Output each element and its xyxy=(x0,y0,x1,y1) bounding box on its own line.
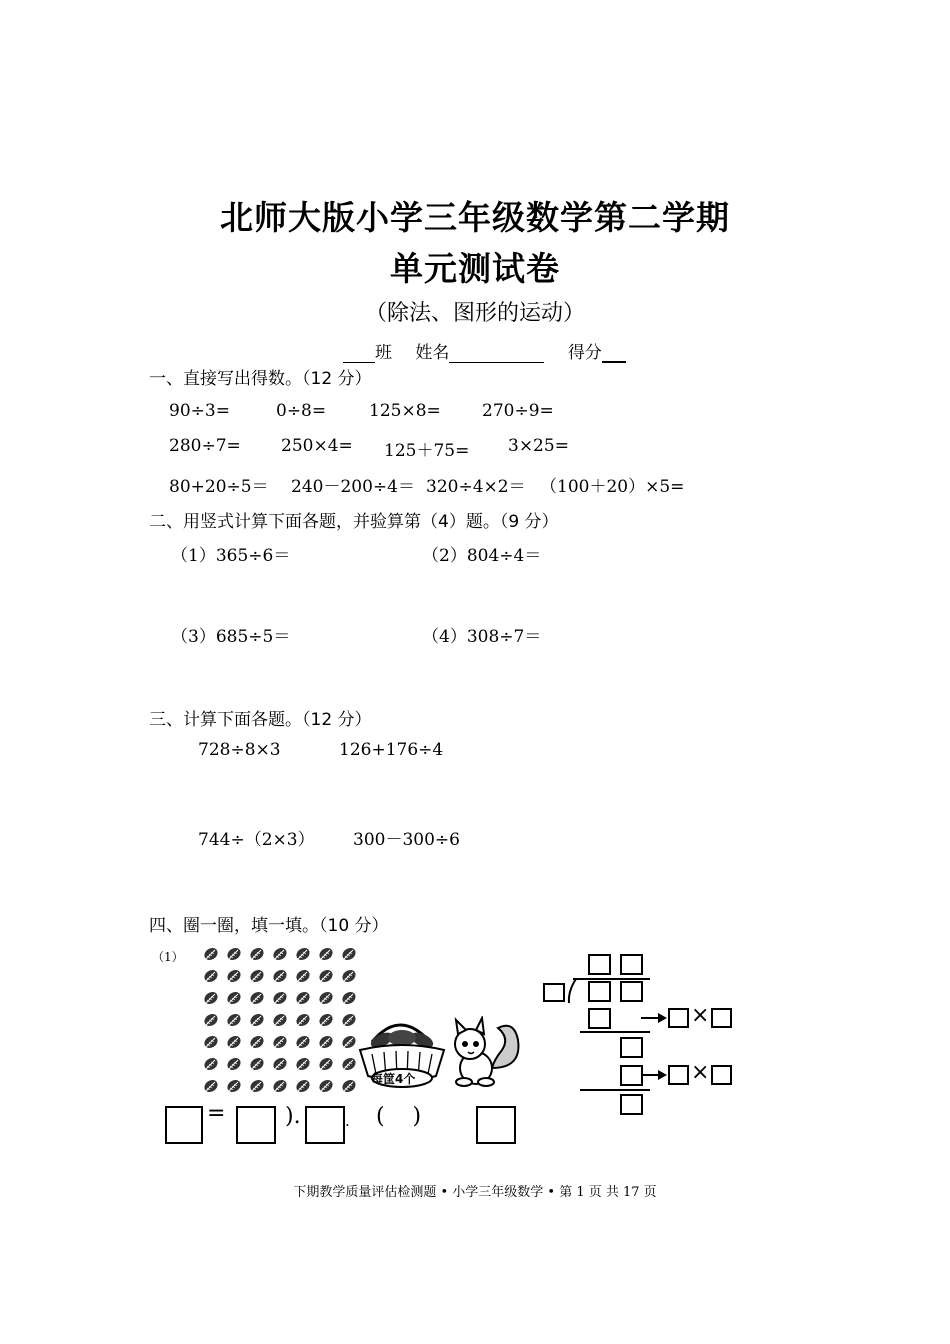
s1-item: 3×25= xyxy=(508,436,569,456)
page-subtitle: （除法、图形的运动） xyxy=(364,301,585,326)
arrow-right-icon xyxy=(640,1068,668,1082)
s1-item: 280÷7= xyxy=(169,436,241,456)
s1-item: 250×4= xyxy=(281,436,353,456)
page-title-line2: 单元测试卷 xyxy=(390,249,560,288)
s1-item: 125×8= xyxy=(369,401,441,421)
dividend-digit-box[interactable] xyxy=(620,981,643,1002)
answer-box[interactable] xyxy=(476,1106,516,1144)
s1-item: （100＋20）×5= xyxy=(540,477,685,497)
division-bar xyxy=(573,978,650,980)
page-footer: 下期教学质量评估检测题 • 小学三年级数学 • 第 1 页 共 17 页 xyxy=(293,1185,657,1200)
remainder-box[interactable] xyxy=(620,1094,643,1115)
quotient-digit-box[interactable] xyxy=(588,954,611,975)
section3-heading: 三、计算下面各题。（12 分） xyxy=(149,710,372,730)
product-box[interactable] xyxy=(588,1008,611,1029)
leaf-icons xyxy=(202,945,358,1094)
s3-item: 728÷8×3 xyxy=(198,740,281,760)
arrow-right-icon xyxy=(640,1011,668,1025)
factor-box[interactable] xyxy=(711,1065,732,1085)
squirrel-icon xyxy=(442,1016,524,1090)
s1-item: 80+20÷5＝ xyxy=(169,477,269,497)
section4-heading: 四、圈一圈，填一填。（10 分） xyxy=(149,916,389,936)
paren-blank[interactable]: ( ) xyxy=(376,1104,422,1129)
dot-mark: . xyxy=(345,1112,350,1130)
s4-item-label: （1） xyxy=(152,950,184,964)
class-blank[interactable] xyxy=(343,345,375,363)
remainder-box[interactable] xyxy=(620,1037,643,1058)
class-label: 班 xyxy=(375,343,392,363)
paren-close: ). xyxy=(285,1104,301,1129)
divisor-box[interactable] xyxy=(543,983,565,1002)
division-bracket xyxy=(566,978,580,1004)
times-sign: × xyxy=(691,1003,710,1028)
factor-box[interactable] xyxy=(711,1008,732,1028)
answer-box[interactable] xyxy=(236,1106,276,1144)
subtraction-line xyxy=(580,1031,650,1033)
equals-sign: = xyxy=(207,1101,226,1126)
section2-heading: 二、用竖式计算下面各题，并验算第（4）题。（9 分） xyxy=(149,512,559,532)
name-blank[interactable] xyxy=(449,345,544,363)
s2-item: （4）308÷7＝ xyxy=(422,627,542,647)
s2-item: （1）365÷6＝ xyxy=(171,546,291,566)
s2-item: （2）804÷4＝ xyxy=(422,546,542,566)
leaf-grid-illustration xyxy=(200,945,360,1097)
answer-box[interactable] xyxy=(165,1106,203,1144)
s1-item: 125＋75= xyxy=(384,441,470,461)
s1-item: 240－200÷4＝ xyxy=(291,477,415,497)
factor-box[interactable] xyxy=(668,1065,689,1085)
s1-item: 90÷3= xyxy=(169,401,230,421)
quotient-digit-box[interactable] xyxy=(620,954,643,975)
score-label: 得分 xyxy=(567,343,602,363)
student-info xyxy=(343,338,626,363)
factor-box[interactable] xyxy=(668,1008,689,1028)
subtraction-line xyxy=(580,1089,650,1091)
name-label: 姓名 xyxy=(415,343,450,363)
answer-box[interactable] xyxy=(305,1106,345,1144)
page-title: 北师大版小学三年级数学第二学期 xyxy=(220,198,730,237)
basket-label: 每筐4个 xyxy=(371,1072,416,1086)
score-blank[interactable] xyxy=(602,344,626,363)
times-sign: × xyxy=(691,1060,710,1085)
s1-item: 320÷4×2＝ xyxy=(426,477,526,497)
section1-heading: 一、直接写出得数。（12 分） xyxy=(149,369,372,389)
s3-item: 300－300÷6 xyxy=(353,830,460,850)
s1-item: 0÷8= xyxy=(276,401,327,421)
dividend-digit-box[interactable] xyxy=(588,981,611,1002)
s3-item: 126+176÷4 xyxy=(339,740,444,760)
s1-item: 270÷9= xyxy=(482,401,554,421)
s2-item: （3）685÷5＝ xyxy=(171,627,291,647)
s3-item: 744÷（2×3） xyxy=(198,830,315,850)
